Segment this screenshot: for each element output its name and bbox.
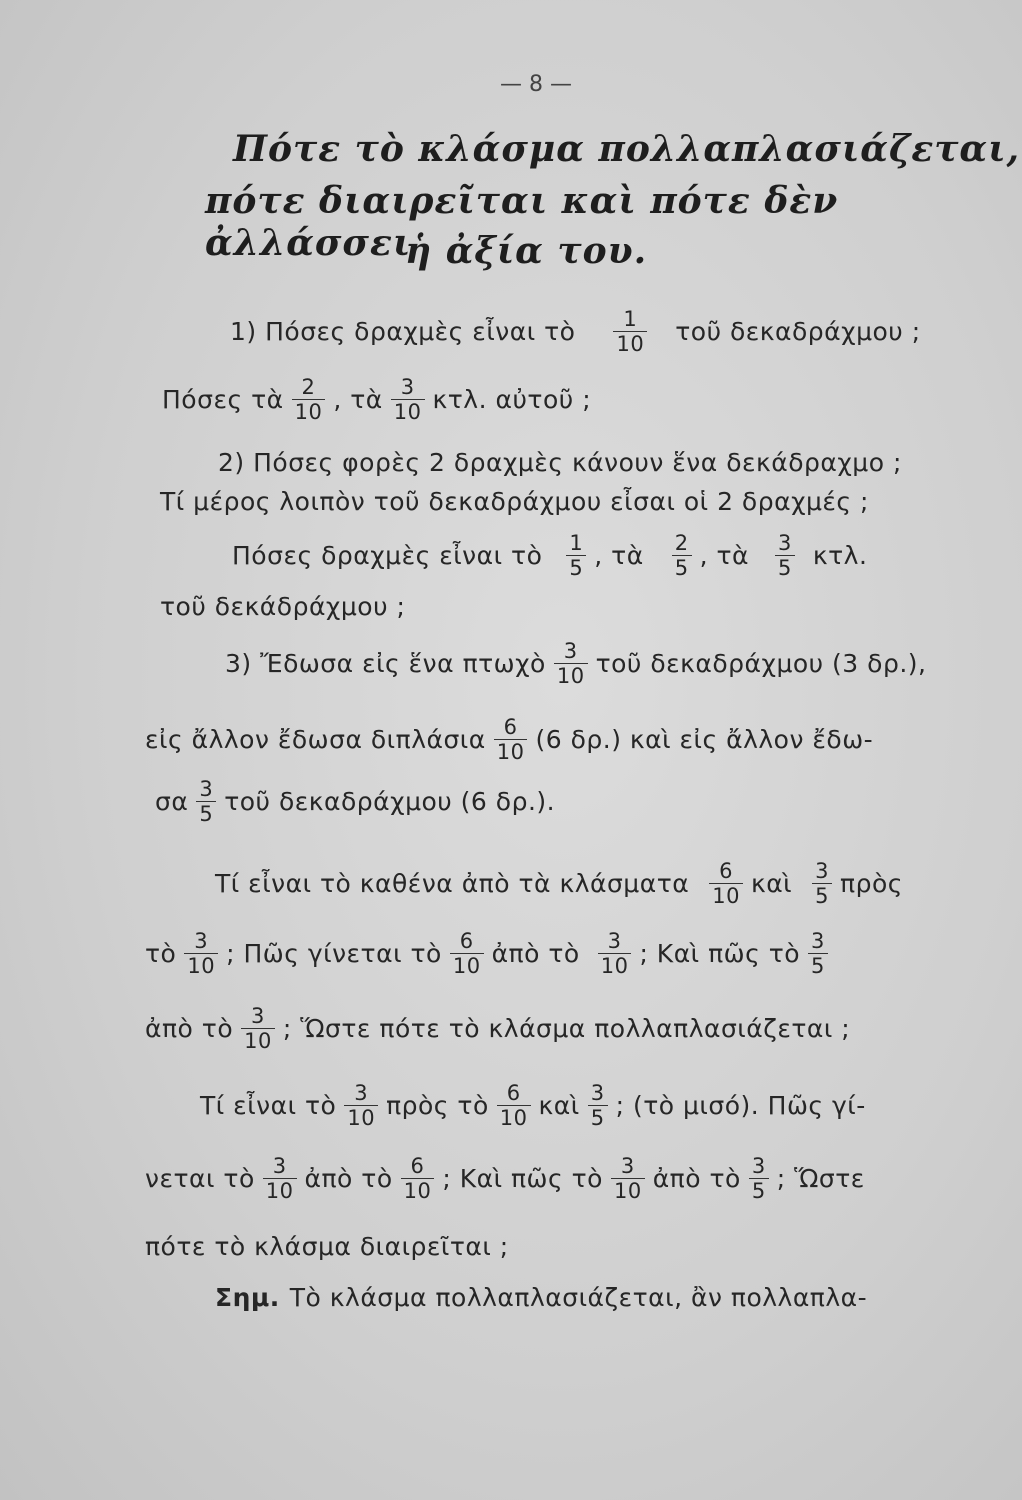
q2-line-4: τοῦ δεκάδράχμου ; [160,592,406,621]
fraction-3-10: $\frac{3}{10}$ [391,376,425,423]
fraction-3-10: $\frac{3}{10}$ [241,1005,275,1052]
p4-text-c: πρὸς [840,869,903,899]
fraction-3-5: $\frac{3}{5}$ [775,532,795,579]
q3-text-a: 3) Ἔδωσα εἰς ἕνα πτωχὸ [225,649,546,679]
p4-text-g: ἀπὸ τὸ [491,939,580,969]
p5-text-c: καὶ [538,1091,580,1121]
p5-text-a: Τί εἶναι τὸ [200,1091,337,1121]
q2-text-b: , τὰ [594,541,644,571]
q2-line-1: 2) Πόσες φορὲς 2 δραχμὲς κάνουν ἕνα δεκάδραχμο ; [218,448,902,477]
fraction-6-10: $\frac{6}{10}$ [450,930,484,977]
p4-text-j: ; Ὥστε πότε τὸ κλάσμα πολλαπλασιάζεται ; [282,1014,851,1044]
q2-text-d: κτλ. [812,541,868,571]
p4-text-a: Τί εἶναι τὸ καθένα ἀπὸ τὰ κλάσματα [215,869,690,899]
title-line-2: πότε διαιρεῖται καὶ πότε δὲν ἀλλάσσει [205,180,839,264]
page-number: — 8 — [500,72,572,97]
p4-text-d: τὸ [145,939,177,969]
fraction-6-10: $\frac{6}{10}$ [494,716,528,763]
fraction-3-5: $\frac{3}{5}$ [588,1082,608,1129]
p5-text-g: ἀπὸ τὸ [304,1164,393,1194]
note-label: Σημ. [215,1283,280,1312]
q3-text-d: (6 δρ.) καὶ εἰς ἄλλον ἔδω- [535,725,874,755]
q1-text-e: κτλ. αὐτοῦ ; [432,385,592,415]
fraction-2-5: $\frac{2}{5}$ [672,532,692,579]
fraction-3-5: $\frac{3}{5}$ [749,1155,769,1202]
fraction-6-10: $\frac{6}{10}$ [401,1155,435,1202]
q3-text-g: τοῦ δεκαδράχμου (6 δρ.). [224,787,556,817]
fraction-3-10: $\frac{3}{10}$ [344,1082,378,1129]
p4-line-3 [145,1005,850,1052]
note-line [215,1283,867,1312]
q1-text-c: Πόσες τὰ [162,385,284,415]
p5-line-2 [145,1155,865,1202]
p5-text-e: νεται τὸ [145,1164,255,1194]
q3-text-b: τοῦ δεκαδράχμου (3 δρ.), [595,649,927,679]
fraction-3-10: $\frac{3}{10}$ [611,1155,645,1202]
fraction-2-10: $\frac{2}{10}$ [292,376,326,423]
p5-text-b: πρὸς τὸ [386,1091,489,1121]
title-line-3: ἡ ἀξία του. [405,230,648,272]
q2-text-a: Πόσες δραχμὲς εἶναι τὸ [232,541,543,571]
p4-line-1 [215,860,903,907]
p4-text-h: ; Καὶ πῶς τὸ [639,939,801,969]
p5-text-h: ; Καὶ πῶς τὸ [442,1164,603,1194]
fraction-1-10: $\frac{1}{10}$ [613,308,647,355]
q1-line-1 [230,308,921,355]
fraction-3-10: $\frac{3}{10}$ [554,640,588,687]
fraction-3-10: $\frac{3}{10}$ [263,1155,297,1202]
note-text: Τὸ κλάσμα πολλαπλασιάζεται, ἂν πολλαπλα- [289,1283,868,1312]
fraction-3-10: $\frac{3}{10}$ [184,930,218,977]
fraction-3-5: $\frac{3}{5}$ [196,778,216,825]
fraction-3-5: $\frac{3}{5}$ [812,860,832,907]
p5-text-j: ; Ὥστε [776,1164,865,1194]
q3-line-2 [145,716,873,763]
q1-text-d: , τὰ [333,385,383,415]
p5-text-d: ; (τὸ μισό). Πῶς γί- [615,1091,866,1121]
p5-text-i: ἀπὸ τὸ [652,1164,741,1194]
title-line-1: Πότε τὸ κλάσμα πολλαπλασιάζεται, [233,128,1021,170]
p4-text-i: ἀπὸ τὸ [145,1014,234,1044]
p5-line-3: πότε τὸ κλάσμα διαιρεῖται ; [145,1232,509,1261]
p5-line-1 [200,1082,866,1129]
q3-text-c: εἰς ἄλλον ἔδωσα διπλάσια [145,725,486,755]
q2-line-3 [232,532,867,579]
fraction-3-5: $\frac{3}{5}$ [808,930,828,977]
q2-text-c: , τὰ [699,541,749,571]
p4-text-b: καὶ [750,869,793,899]
q3-line-3 [155,778,555,825]
q1-text-b: τοῦ δεκαδράχμου ; [675,317,921,347]
q1-text-a: 1) Πόσες δραχμὲς εἶναι τὸ [230,317,576,347]
fraction-6-10: $\frac{6}{10}$ [497,1082,531,1129]
fraction-1-5: $\frac{1}{5}$ [566,532,586,579]
q1-line-2 [162,376,591,423]
fraction-6-10: $\frac{6}{10}$ [709,860,743,907]
p4-line-2 [145,930,836,977]
q3-text-e: σα [155,787,189,817]
p4-text-e: ; Πῶς γίνεται τὸ [226,939,442,969]
fraction-3-10: $\frac{3}{10}$ [598,930,632,977]
q3-line-1 [225,640,926,687]
q2-line-2: Τί μέρος λοιπὸν τοῦ δεκαδράχμου εἶσαι οἱ 2 δραχμές ; [160,487,869,516]
